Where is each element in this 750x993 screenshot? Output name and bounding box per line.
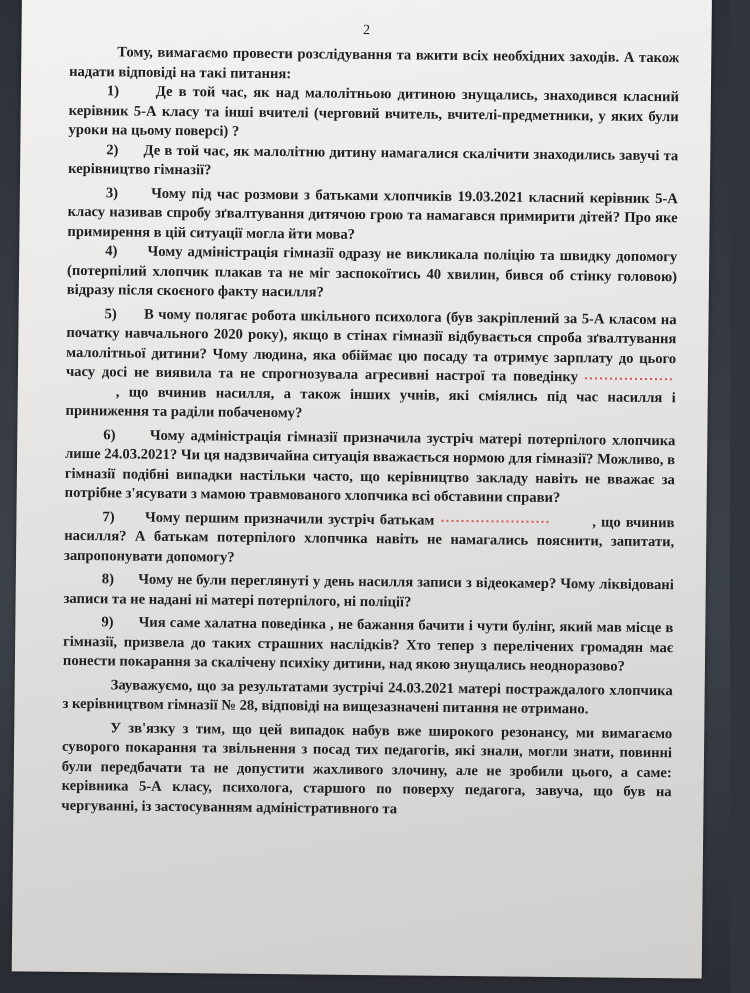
question-6: 6) Чому адміністрація гімназії призначила зустріч матері потерпілого хлопчика лише 24.03.2021? Чи ця надзвичайна ситуація вважається нормою для гімназії? Можливо, в гімназії подібні випадки настільки часто, що керівництво закладу навіть не вважає за потрібне з'ясувати з мамою травмованого хлопчика всі обставини справи? [64,426,676,507]
redacted-name [438,520,548,523]
question-3: 3) Чому під час розмови з батьками хлопчиків 19.03.2021 класний керівник 5-А класу називав спробу зґвалтування дитячою грою та намагався примирити дітей? Про яке примирення в цій ситуації могла йти мова? [67,184,678,243]
question-9: 9) Чия саме халатна поведінка , не бажання бачити і чути булінг, який мав місце в гімназії, призвела до таких страшних наслідків? Хто тепер з перелічених громадян має понести покарання за скалічену психіку дитини, над якою знущались неодноразово? [62,614,674,675]
question-5: 5) В чому полягає робота шкільного психолога (був закріплений за 5-А класом на початку навчального 2020 року), якщо в стінах гімназії відбувається спроба зґвалтування малолітньої дитини? Чому людина, яка обіймає цю посаду та отримує зарплату до цього часу досі не виявила та не спрогнозувала агресивні настрої та поведінку, що вчинив насилля, а також інших учнів, які сміялись під час насилля і приниження та раділи побаченому? [65,305,677,422]
question-1: 1) Де в той час, як над малолітньою дитиною знущались, знаходився класний керівник 5-А класу та інші вчителі (черговий вчитель, вчителі-предметники, у яких були уроки на цьому поверсі) ? [68,83,679,140]
question-7: 7) Чому першим призначили зустріч батькам , що вчинив насилля? А батькам потерпілого хлопчика навіть не намагались пояснити, запитати, запропонувати допомогу? [63,508,675,566]
screen-edge [730,0,750,993]
question-4: 4) Чому адміністрація гімназії одразу не викликала поліцію та швидку допомогу (потерпілий хлопчик плакав та не міг заспокоїтись 40 хвилин, бився об стінку головою) відразу після скоєного факту насилля? [66,243,678,301]
question-8: 8) Чому не були переглянуті у день насилля записи з відеокамер? Чому ліквідовані записи та не надані ні матері потерпілого, ні поліції? [63,571,674,610]
note-paragraph: Зауважуємо, що за результатами зустрічі 24.03.2021 матері постраждалого хлопчика з керівництвом гімназії № 28, відповіді на вищезазначені питання не отримано. [62,676,673,718]
redacted-name [582,377,672,380]
page-number: 2 [362,22,371,39]
intro-paragraph: Тому, вимагаємо провести розслідування та вжити всіх необхідних заходів. А також надати відповіді на такі питання: [69,44,680,82]
closing-paragraph: У зв'язку з тим, що цей випадок набув вже широкого резонансу, ми вимагаємо суворого покарання та звільнення з посад тих педагогів, які знали, могли знати, повинні були передбачати та не допустити жахливого злочину, але не зробили цього, а саме: керівника 5-А класу, психолога, старшого по поверху педагога, завуча, що був на чергуванні, із застосуванням адміністративного та [61,719,673,817]
question-2: 2) Де в той час, як малолітню дитину намагалися скалічити знаходились завучі та керівництво гімназії? [68,141,679,179]
document-body [61,43,679,822]
document-page [12,0,712,979]
